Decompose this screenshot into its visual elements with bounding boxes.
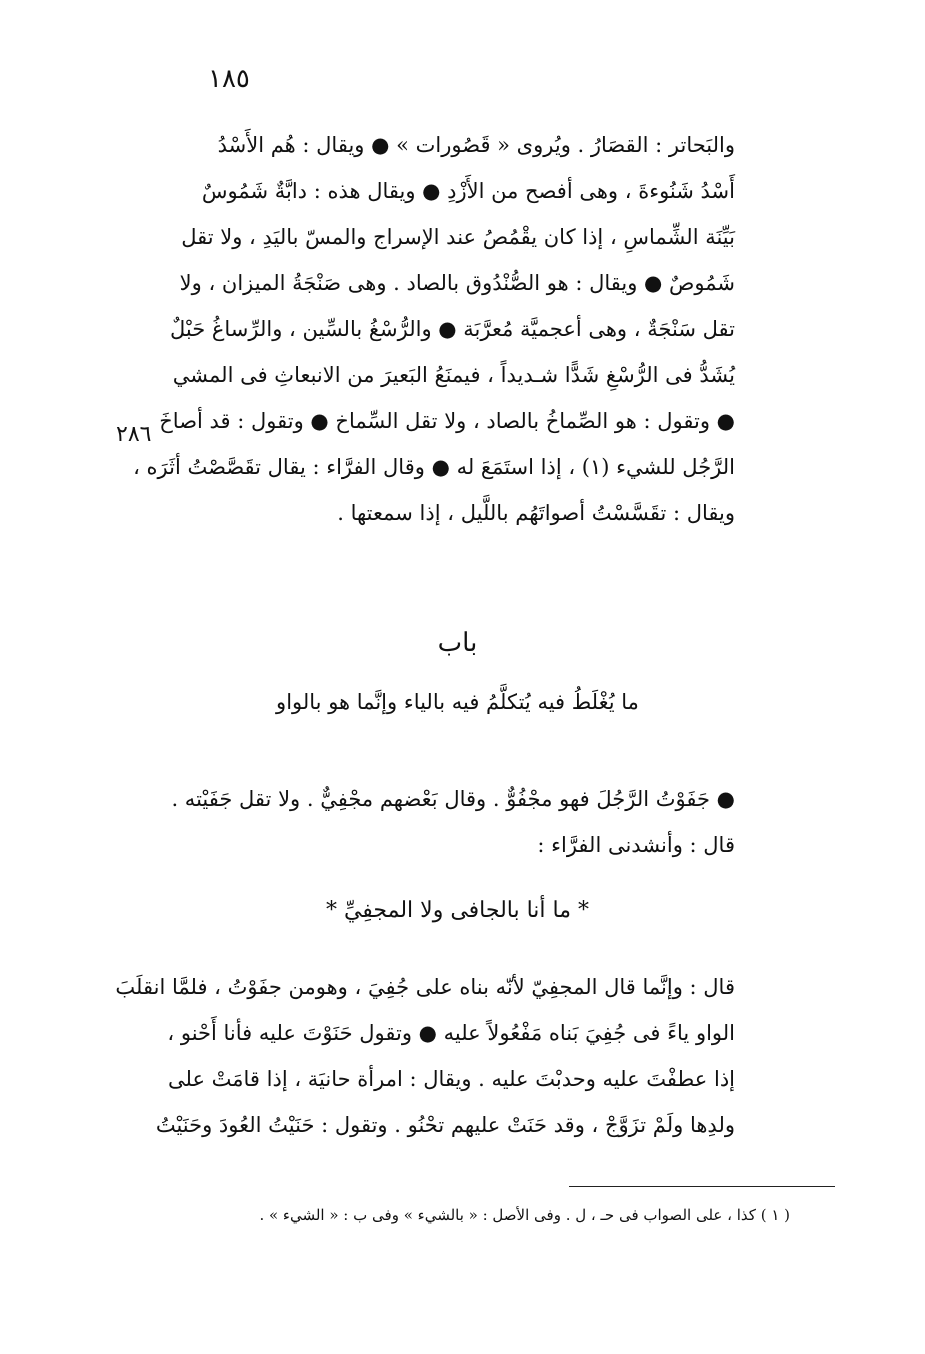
footnote-divider bbox=[569, 1186, 835, 1187]
text-line: تقل سَنْجَةٌ ، وهى أعجميَّة مُعرَّبَة ● والرُّسْغُ بالسِّين ، والرِّساغُ حَبْلٌ bbox=[169, 317, 735, 341]
text-line: أَسْدُ شَنُوءةَ ، وهى أفصح من الأَزْدِ ● ويقال هذه : دابَّةٌ شَمُوسٌ bbox=[201, 179, 735, 203]
chapter-heading: باب bbox=[437, 628, 478, 658]
text-line: ولدِها ولَمْ تزَوَّجْ ، وقد حَنَتْ عليهم تحْنُو . وتقول : حَنَيْتُ العُودَ وحَنَيْتُ bbox=[155, 1113, 735, 1137]
footnote: ( ١ ) كذا ، على الصواب فى حـ ، ل . وفى الأصل : « بالشيء » وفى ب : « الشيء » . bbox=[259, 1206, 790, 1224]
text-line: ● وتقول : هو الصِّماخُ بالصاد ، ولا تقل السِّماخ ● وتقول : قد أصاخَ bbox=[159, 409, 735, 433]
text-line: ويقال : تقَسَّسْتُ أصواتَهُم باللَّيل ، إذا سمعتها . bbox=[337, 501, 735, 525]
text-line: يُشَدُّ فى الرُّسْغِ شَدًّا شـديداً ، فيمنَعُ البَعيرَ من الانبعاثِ فى المشي bbox=[172, 363, 735, 387]
text-line: الواو ياءً فى جُفِيَ بَناه مَفْعُولاً عليه ● وتقول حَنَوْتَ عليه فأنا أَحْنو ، bbox=[167, 1021, 735, 1045]
text-line: شَمُوصٌ ● ويقال : هو الصُّنْدُوق بالصاد . وهى صَنْجَةُ الميزان ، ولا bbox=[179, 271, 735, 295]
margin-reference-number: ٢٨٦ bbox=[116, 422, 152, 447]
text-line: إذا عطفْتَ عليه وحدبْتَ عليه . ويقال : امرأة حانيَة ، إذا قامَتْ على bbox=[168, 1067, 735, 1091]
text-line: ● جَفَوْتُ الرَّجُلَ فهو مجْفُوٌّ . وقال بَعْضهم مجْفِيٌّ . ولا تقل جَفَيْته . bbox=[171, 787, 735, 811]
paragraph-block-3 bbox=[115, 964, 735, 1148]
chapter-subtitle: ما يُغْلَطُ فيه يُتكلَّمُ فيه بالياء وإنَّما هو بالواو bbox=[276, 690, 639, 714]
poetry-verse: * ما أنا بالجافى ولا المجفِيِّ * bbox=[325, 898, 590, 923]
text-line: قال : وإنَّما قال المجفِيّ لأنّه بناه على جُفِيَ ، وهومن جفَوْتُ ، فلمَّا انقلَبَ bbox=[115, 975, 735, 999]
text-line: بَيِّنَة الشِّماسِ ، إذا كان يقْمُصُ عند الإسراج والمسّ باليَدِ ، ولا تقل bbox=[181, 225, 735, 249]
page-number: ١٨٥ bbox=[208, 64, 250, 94]
text-line: والبَحاتر : القصَارُ . ويُروى « قَصُورات » ● ويقال : هُم الأَسْدُ bbox=[217, 133, 735, 157]
paragraph-block-2 bbox=[171, 776, 735, 868]
text-line: قال : وأنشدنى الفرَّاء : bbox=[537, 833, 735, 857]
text-line: الرَّجُل للشيء (١) ، إذا استَمَعَ له ● وقال الفرَّاء : يقال تقَصَّصْتُ أثَرَه ، bbox=[133, 455, 735, 479]
